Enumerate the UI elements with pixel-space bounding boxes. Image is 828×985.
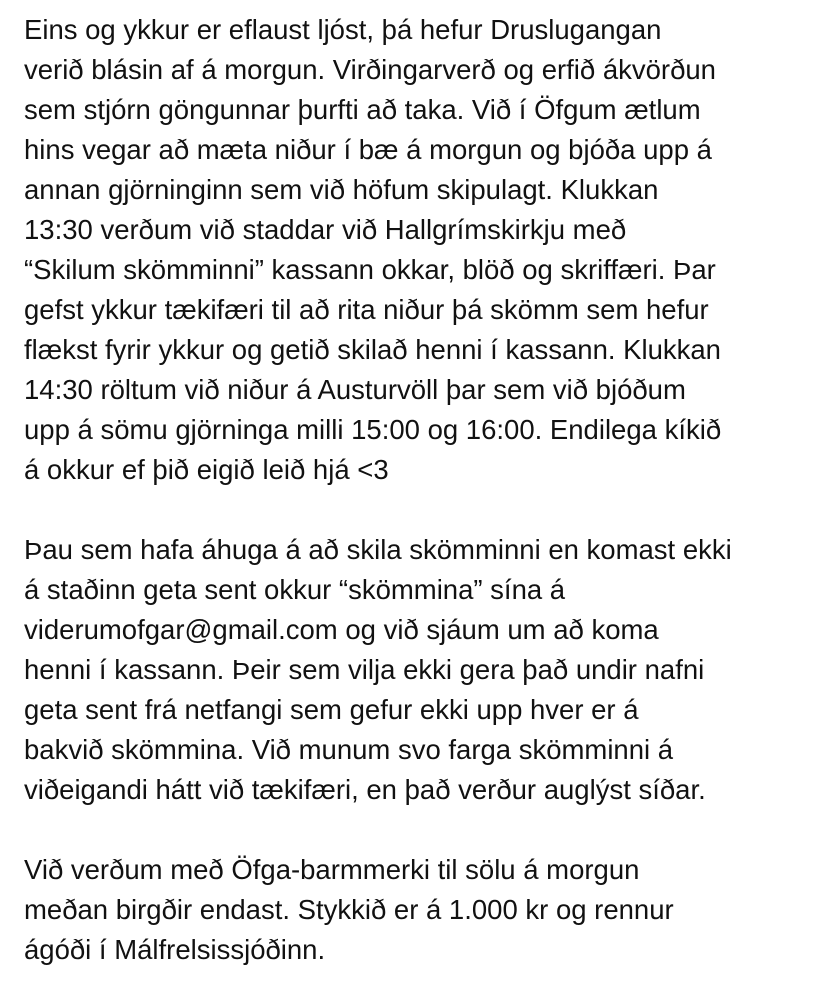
paragraph-badge-sale [24,850,824,970]
post-body [24,10,824,970]
text-line: á staðinn geta sent okkur “skömmina” sína á [24,574,566,605]
text-line: sem stjórn göngunnar þurfti að taka. Við í Öfgum ætlum [24,94,701,125]
text-line: Þau sem hafa áhuga á að skila skömminni en komast ekki [24,534,732,565]
text-line: annan gjörninginn sem við höfum skipulagt. Klukkan [24,174,659,205]
text-line: “Skilum skömminni” kassann okkar, blöð og skriffæri. Þar [24,254,716,285]
text-line: á okkur ef þið eigið leið hjá <3 [24,454,389,485]
text-line: upp á sömu gjörninga milli 15:00 og 16:00. Endilega kíkið [24,414,722,445]
text-line: geta sent frá netfangi sem gefur ekki upp hver er á [24,694,639,725]
text-line: Eins og ykkur er eflaust ljóst, þá hefur Druslugangan [24,14,662,45]
paragraph-email-info [24,530,824,810]
text-line-email: viderumofgar@gmail.com og við sjáum um að koma [24,614,659,645]
text-line: verið blásin af á morgun. Virðingarverð og erfið ákvörðun [24,54,716,85]
text-line: bakvið skömmina. Við munum svo farga skömminni á [24,734,674,765]
text-line: gefst ykkur tækifæri til að rita niður þá skömm sem hefur [24,294,709,325]
text-line: meðan birgðir endast. Stykkið er á 1.000 kr og rennur [24,894,674,925]
text-line: viðeigandi hátt við tækifæri, en það verður auglýst síðar. [24,774,706,805]
paragraph-spacer [24,490,824,530]
text-line: ágóði í Málfrelsissjóðinn. [24,934,326,965]
text-line: hins vegar að mæta niður í bæ á morgun og bjóða upp á [24,134,712,165]
text-line: 14:30 röltum við niður á Austurvöll þar sem við bjóðum [24,374,686,405]
paragraph-spacer [24,810,824,850]
text-line: Við verðum með Öfga-barmmerki til sölu á morgun [24,854,640,885]
text-line: henni í kassann. Þeir sem vilja ekki gera það undir nafni [24,654,705,685]
paragraph-event-info [24,10,824,490]
text-line: flækst fyrir ykkur og getið skilað henni í kassann. Klukkan [24,334,721,365]
text-line: 13:30 verðum við staddar við Hallgrímskirkju með [24,214,627,245]
